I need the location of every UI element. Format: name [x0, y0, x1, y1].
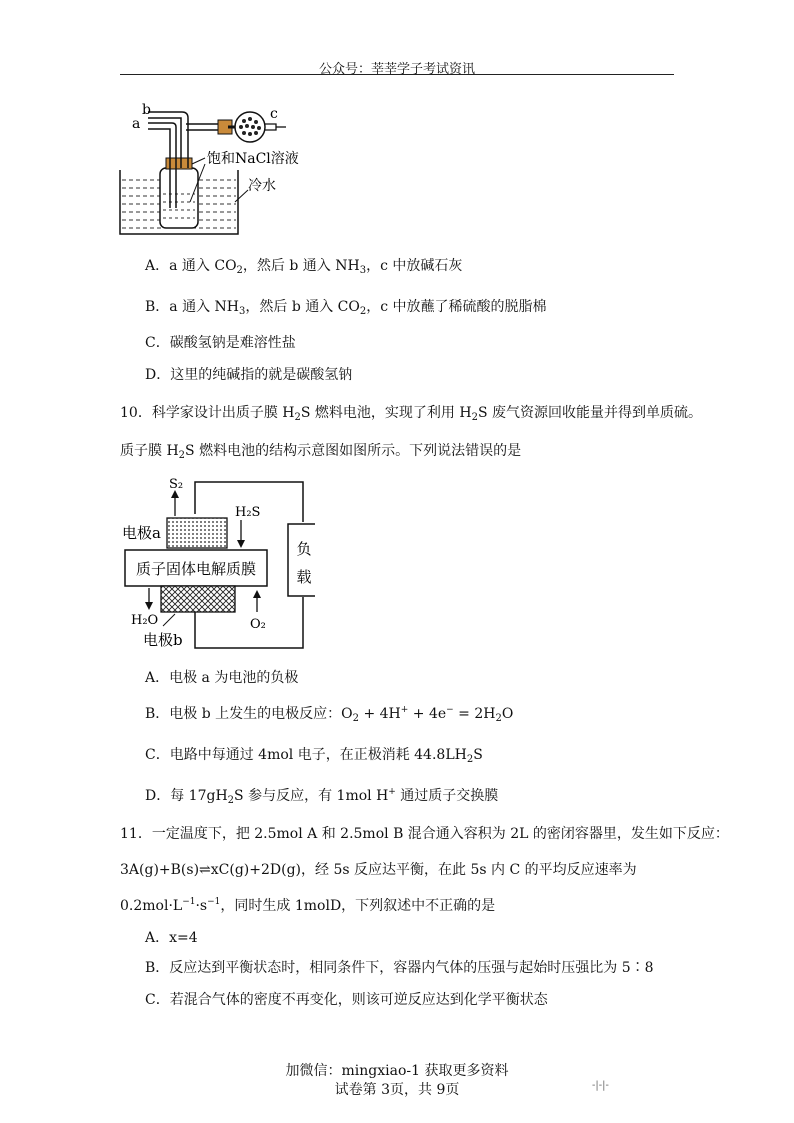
label-o2: O₂ — [250, 617, 266, 632]
label-s2: S₂ — [169, 477, 184, 492]
label-water: 冷水 — [248, 178, 276, 194]
load-label-2: 载 — [296, 568, 312, 586]
footer-mark: -|-|- — [592, 1080, 609, 1091]
apparatus-diagram — [110, 98, 360, 238]
label-h2s: H₂S — [235, 505, 261, 520]
label-nacl: 饱和NaCl溶液 — [207, 151, 299, 167]
q9-option-c: C．碳酸氢钠是难溶性盐 — [145, 335, 296, 351]
q11-stem-line2: 3A(g)+B(s)⇌xC(g)+2D(g)，经 5s 反应达平衡，在此 5s 内 C 的平均反应速率为 — [120, 862, 637, 878]
label-electrode-b: 电极b — [143, 631, 183, 649]
label-b: b — [142, 102, 151, 118]
q9-option-d: D．这里的纯碱指的就是碳酸氢钠 — [145, 367, 353, 383]
q11-option-a: A．x=4 — [145, 930, 198, 946]
q11-option-b: B．反应达到平衡状态时，相同条件下，容器内气体的压强与起始时压强比为 5∶8 — [145, 960, 654, 976]
q9-option-b: B．a 通入 $NH_3$，然后 b 通入 $CO_2$，c 中放蘸了稀硫酸的脱脂棉 — [145, 299, 547, 317]
label-c: c — [270, 106, 278, 122]
q10-option-a: A．电极 a 为电池的负极 — [145, 670, 299, 686]
label-electrode-a: 电极a — [122, 524, 161, 542]
label-a: a — [132, 116, 141, 132]
q11-equation: 3A(g)+B(s)⇌xC(g)+2D(g) — [120, 862, 302, 878]
q10-stem-line1: 10．科学家设计出质子膜 $H_2S$ 燃料电池，实现了利用 $H_2S$ 废气资源回收能量并得到单质硫。 — [120, 405, 702, 423]
footer-promo: 加微信：mingxiao-1 获取更多资料 — [285, 1063, 509, 1079]
q11-option-c: C．若混合气体的密度不再变化，则该可逆反应达到化学平衡状态 — [145, 992, 548, 1008]
q10-option-b: B．电极 b 上发生的电极反应：$O_2 + 4H^+ + 4e^- = 2H_2O$ — [145, 705, 514, 724]
page-header: 公众号：莘莘学子考试资讯 — [318, 62, 475, 77]
q10-stem-line2: 质子膜 $H_2S$ 燃料电池的结构示意图如图所示。下列说法错误的是 — [120, 443, 522, 461]
load-label-1: 负 — [296, 540, 312, 558]
label-h2o: H₂O — [131, 613, 159, 628]
q9-option-a: A．a 通入 $CO_2$，然后 b 通入 $NH_3$，c 中放碱石灰 — [145, 258, 463, 276]
fuel-cell-diagram — [115, 472, 315, 652]
q11-stem-line1: 11．一定温度下，把 2.5mol A 和 2.5mol B 混合通入容积为 2L 的密闭容器里，发生如下反应： — [120, 826, 729, 842]
q10-option-d: D．每 $17gH_2S$ 参与反应，有 1mol H+ 通过质子交换膜 — [145, 787, 499, 806]
membrane-label: 质子固体电解质膜 — [135, 560, 257, 578]
q11-stem-line3: $0.2mol\cdot L^{-1}\cdot s^{-1}$，同时生成 1molD，下列叙述中不正确的是 — [120, 897, 496, 914]
page-number: 试卷第 3页，共 9页 — [334, 1082, 460, 1098]
q10-option-c: C．电路中每通过 4mol 电子，在正极消耗 $44.8LH_2S$ — [145, 747, 483, 765]
header-rule — [120, 74, 674, 75]
